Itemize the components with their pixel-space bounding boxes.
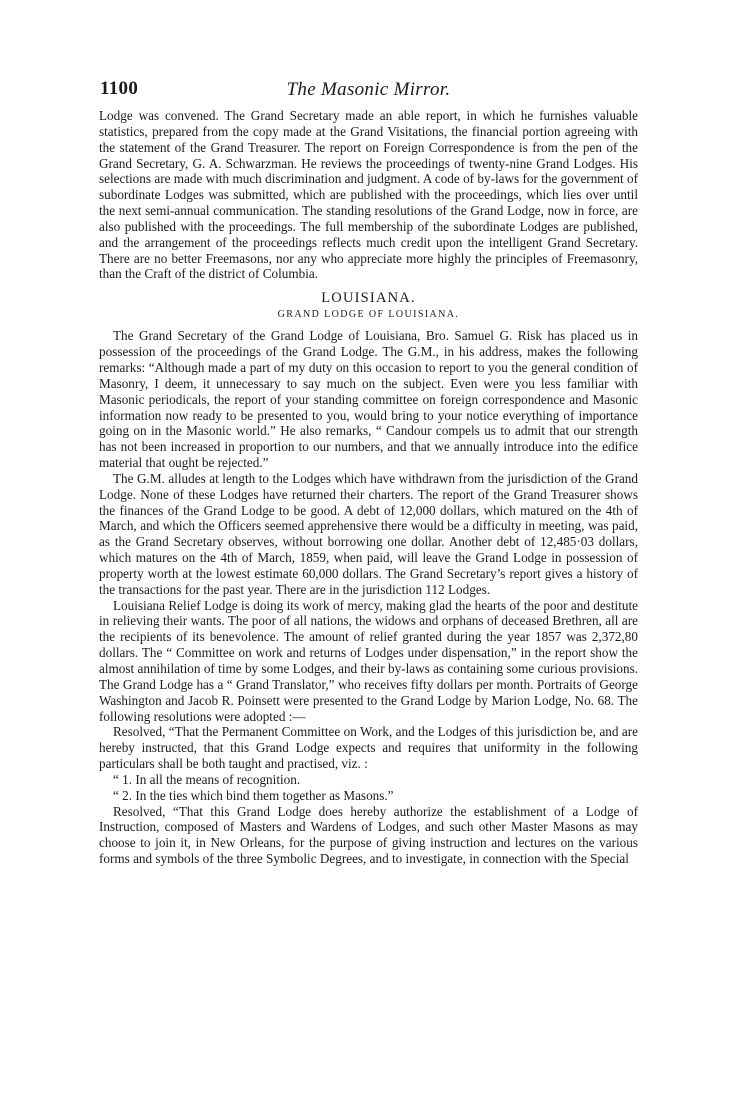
paragraph: The Grand Secretary of the Grand Lodge of Louisiana, Bro. Samuel G. Risk has placed us in possession of the proceedings of the Grand Lodge. The G.M., in his address, makes the following remarks: “Although made a part of my duty on this occasion to report to you the general condition of Masonry, I deem, it unnecessary to say much on the subject. Even were you less familiar with Masonic periodicals, the report of your standing committee on foreign correspondence and Masonic information now ready to be presented to you, would bring to your notice everything of importance going on in the Masonic world.” He also remarks, “ Candour compels us to admit that our strength has not been increased in proportion to our numbers, and that we annually introduce into the edifice material that ought be rejected.” [99,328,638,471]
paragraph: Louisiana Relief Lodge is doing its work of mercy, making glad the hearts of the poor and destitute in relieving their wants. The poor of all nations, the widows and orphans of deceased Brethren, all are the recipients of its benevolence. The amount of relief granted during the year 1857 was 2,372,80 dollars. The “ Committee on work and returns of Lodges under dispensation,” in the report show the almost annihilation of time by some Lodges, and their by-laws as containing some curious provisions. The Grand Lodge has a “ Grand Translator,” who receives fifty dollars per month. Portraits of George Washington and Jacob R. Poinsett were presented to the Grand Lodge by Marion Lodge, No. 68. The following resolutions were adopted :— [99,597,638,724]
page-number: 1100 [100,78,139,99]
paragraph: The G.M. alludes at length to the Lodges which have withdrawn from the jurisdiction of the Grand Lodge. None of these Lodges have returned their charters. The report of the Grand Treasurer shows the finances of the Grand Lodge to be good. A debt of 12,000 dollars, which matured on the 4th of March, and which the Officers seemed apprehensive there would be a difficulty in meeting, was paid, as the Grand Secretary observes, without borrowing one dollar. Another debt of 12,485·03 dollars, which matures on the 4th of March, 1859, when paid, will leave the Grand Lodge in possession of property worth at the lowest estimate 60,000 dollars. The Grand Secretary’s report gives a history of the transactions for the past year. There are in the jurisdiction 112 Lodges. [99,470,638,597]
paragraph-intro: Lodge was convened. The Grand Secretary made an able report, in which he furnishes valuable statistics, prepared from the copy made at the Grand Visitations, the financial portion agreeing with the statement of the Grand Treasurer. The report on Foreign Correspondence is from the pen of the Grand Secretary, G. A. Schwarzman. He reviews the proceedings of twenty-nine Grand Lodges. His selections are made with much discrimination and judgment. A code of by-laws for the government of subordinate Lodges was submitted, which are published with the proceedings, which lies over until the next semi-annual communication. The standing resolutions of the Grand Lodge, now in force, are also published with the proceedings. The full membership of the subordinate Lodges are published, and the arrangement of the proceedings reflects much credit upon the intelligent Grand Secretary. There are no better Freemasons, nor any who appreciate more highly the principles of Freemasonry, than the Craft of the district of Columbia. [99,108,638,282]
paragraph: Resolved, “That the Permanent Committee on Work, and the Lodges of this jurisdiction be, and are hereby instructed, that this Grand Lodge expects and requires that uniformity in the following particulars shall be both taught and practised, viz. : [99,724,638,772]
list-item: “ 1. In all the means of recognition. [113,771,301,787]
journal-title: The Masonic Mirror. [286,79,451,100]
list-item: “ 2. In the ties which bind them together as Masons.” [113,787,394,803]
section-heading: LOUISIANA. [321,290,416,307]
page [99,78,638,867]
section-subheading: GRAND LODGE OF LOUISIANA. [277,309,460,321]
paragraph: Resolved, “That this Grand Lodge does hereby authorize the establishment of a Lodge of Instruction, composed of Masters and Wardens of Lodges, and such other Master Masons as may choose to join it, in New Orleans, for the purpose of giving instruction and lectures on the various forms and symbols of the three Symbolic Degrees, and to investigate, in connection with the Special [99,803,638,867]
running-head [99,78,638,108]
article-body [99,108,638,867]
